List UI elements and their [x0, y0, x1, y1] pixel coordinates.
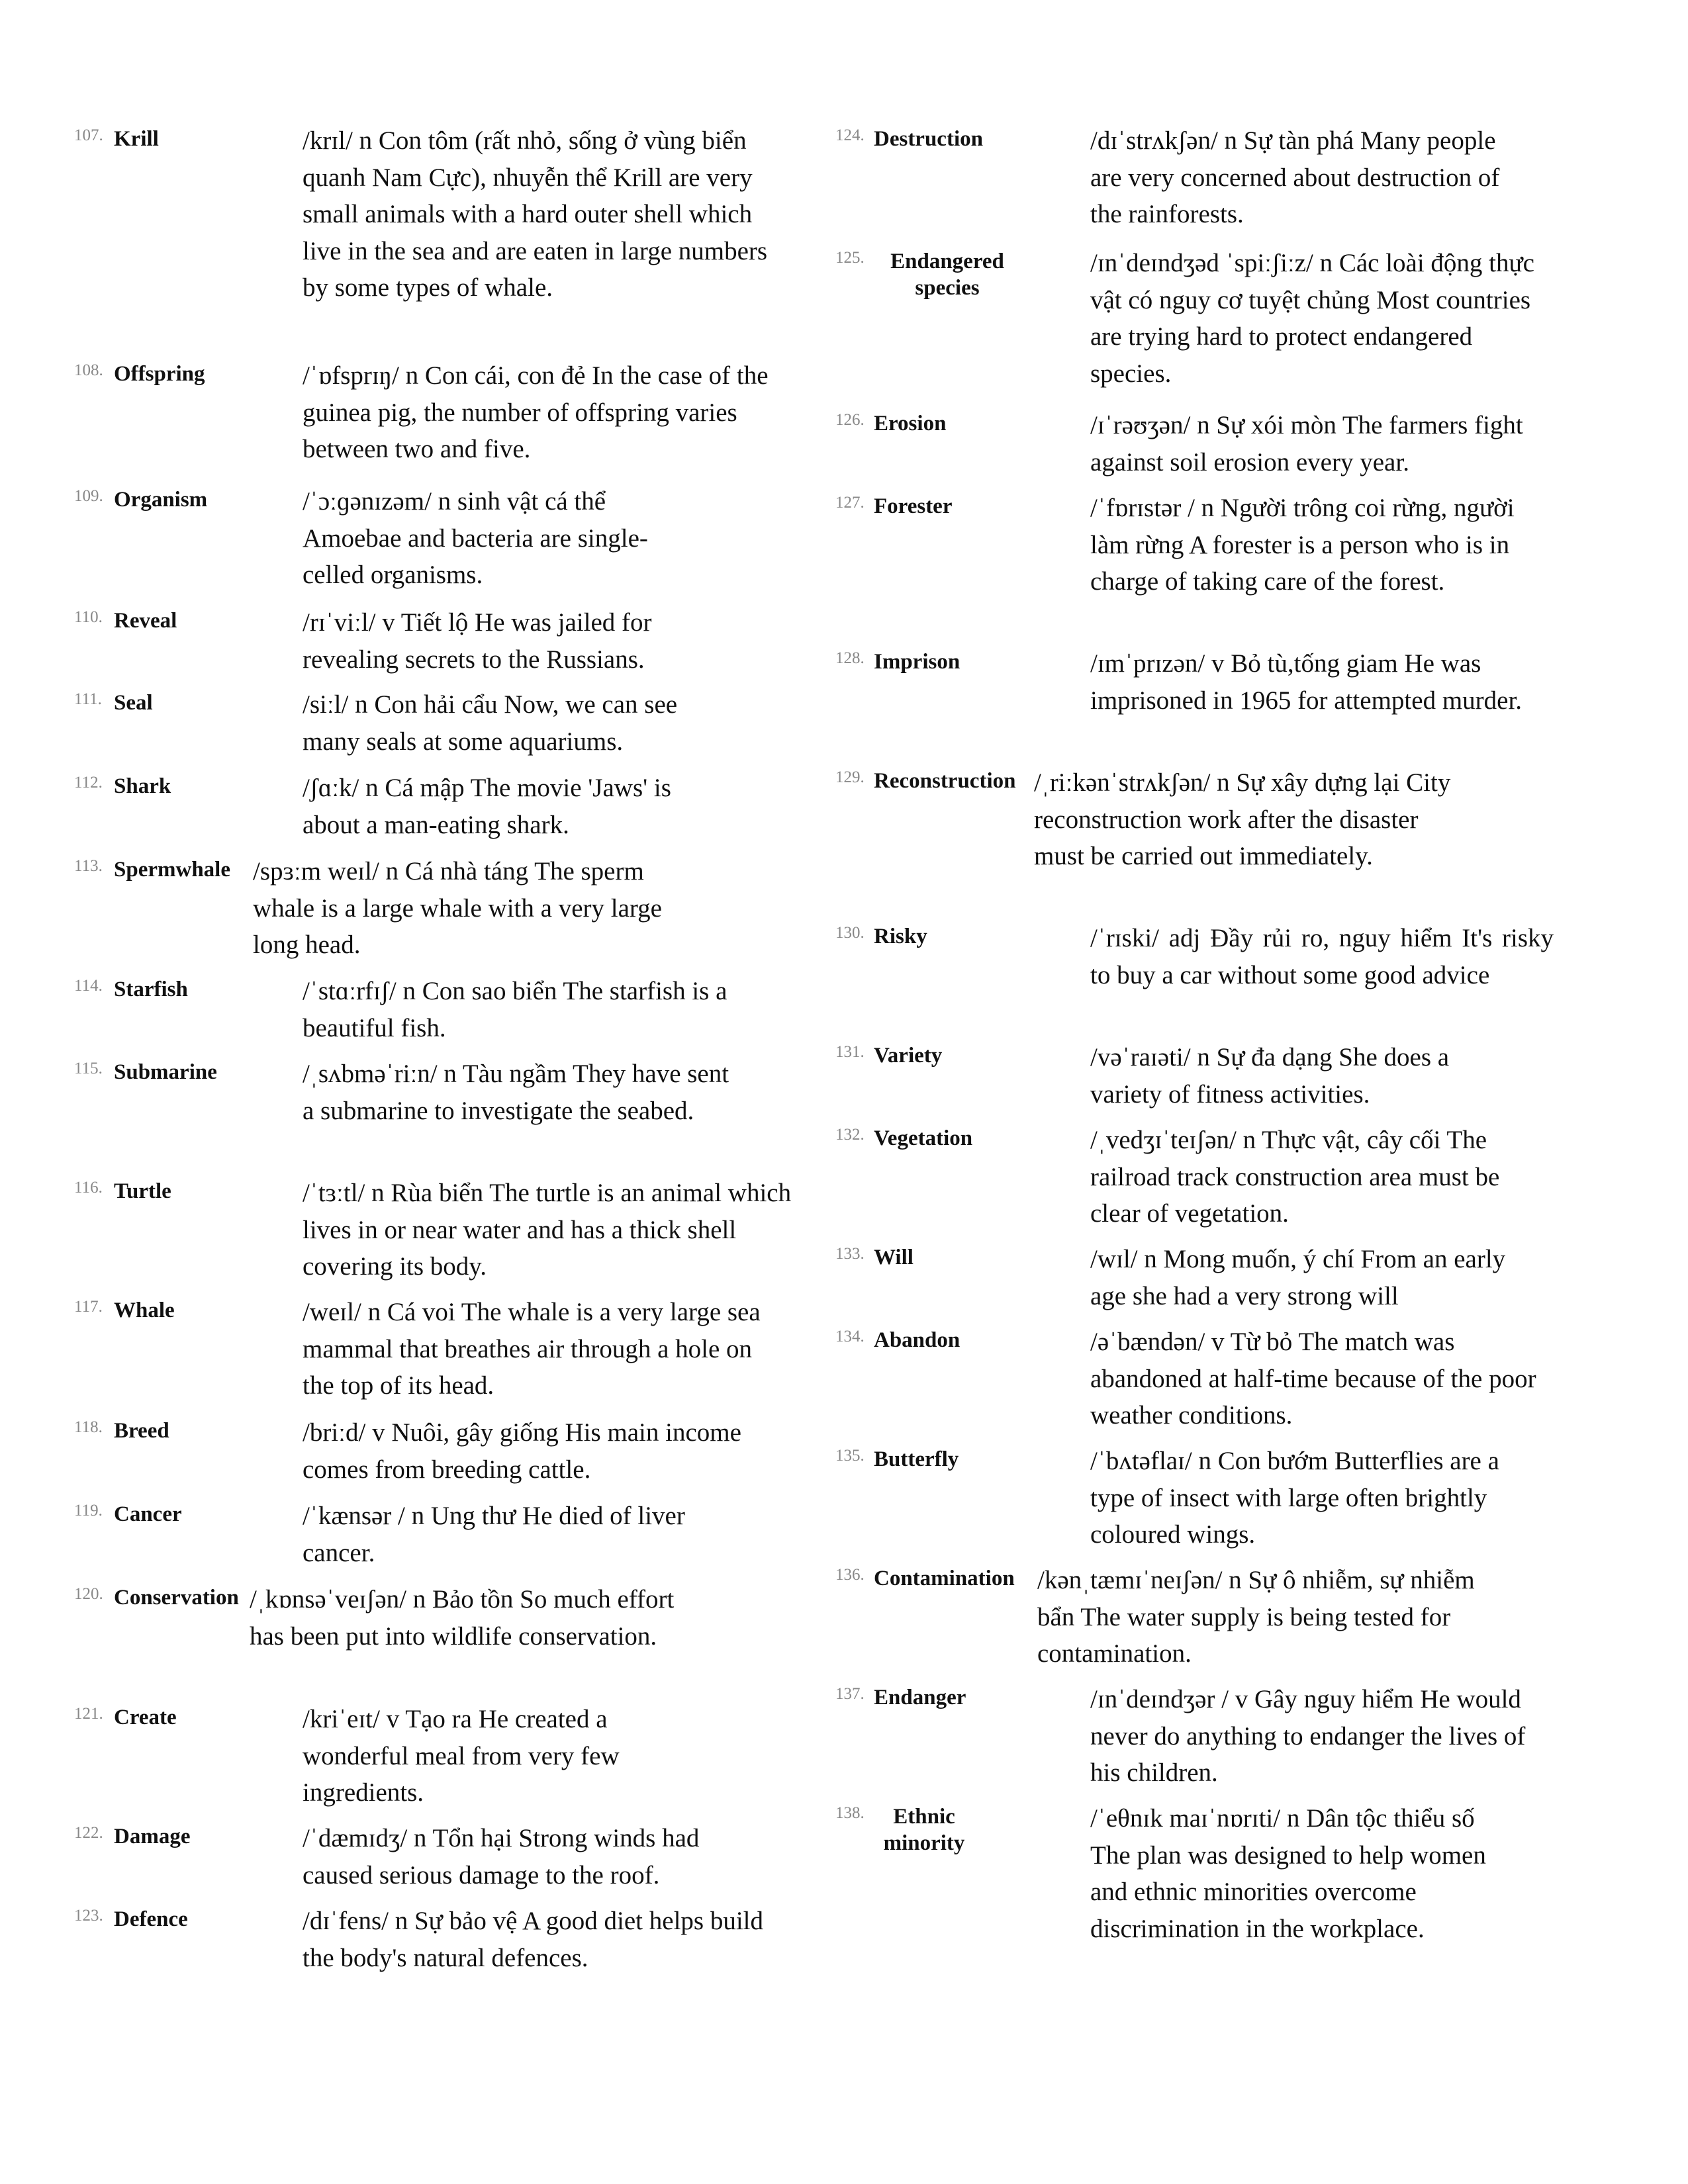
- entry-definition: /dɪˈfens/ n Sự bảo vệ A good diet helps build the body's natural defences.: [303, 1907, 764, 1972]
- entry-definition: /ˌriːkənˈstrʌkʃən/ n Sự xây dựng lại City reconstruction work after the disaster must be carried out immediately.: [1034, 768, 1451, 870]
- entry-definition: /ʃɑːk/ n Cá mập The movie 'Jaws' is about a man-eating shark.: [303, 774, 671, 839]
- entry-definition: /ˈtɜːtl/ n Rùa biển The turtle is an animal which lives in or near water and has a thick shell covering its body.: [303, 1179, 792, 1281]
- entry-term: Risky: [874, 925, 927, 948]
- entry-number: 132.: [835, 1126, 865, 1144]
- entry-number: 134.: [835, 1328, 865, 1345]
- entry-number: 121.: [74, 1705, 103, 1723]
- entry-number: 111.: [74, 690, 102, 708]
- entry-definition: /vəˈraɪəti/ n Sự đa dạng She does a variety of fitness activities.: [1090, 1043, 1450, 1109]
- entry-spermwhale: [74, 853, 802, 966]
- entry-number: 112.: [74, 774, 103, 792]
- entry-definition: /briːd/ v Nuôi, gây giống His main income comes from breeding cattle.: [303, 1418, 741, 1484]
- entry-number: 108.: [74, 361, 103, 379]
- entry-term: Krill: [114, 127, 159, 151]
- entry-defence: [74, 1903, 802, 1979]
- entry-term: Turtle: [114, 1179, 171, 1203]
- entry-definition: /ˈstɑːrfɪʃ/ n Con sao biển The starfish is a beautiful fish.: [303, 977, 727, 1042]
- entry-definition: /kənˌtæmɪˈneɪʃən/ n Sự ô nhiễm, sự nhiễm bẩn The water supply is being tested for contamination.: [1037, 1566, 1475, 1668]
- entry-term: Will: [874, 1246, 914, 1269]
- entry-number: 110.: [74, 608, 103, 626]
- entry-term: Variety: [874, 1044, 943, 1068]
- entry-term: Contamination: [874, 1567, 1015, 1590]
- entry-definition: /krɪl/ n Con tôm (rất nhỏ, sống ở vùng biển quanh Nam Cực), nhuyễn thể Krill are very small animals with a hard outer shell which live in the sea and are eaten in large numbers by some types of whale.: [303, 126, 768, 302]
- entry-definition: /spɜːm weɪl/ n Cá nhà táng The sperm whale is a large whale with a very large long head.: [253, 857, 662, 959]
- entry-definition: /ˈfɒrɪstər / n Người trông coi rừng, người làm rừng A forester is a person who is in charge of taking care of the forest.: [1090, 494, 1515, 596]
- entry-number: 129.: [835, 768, 865, 786]
- entry-endangered-species: [835, 245, 1564, 394]
- entry-term: Offspring: [114, 362, 205, 386]
- entry-definition: /ɪmˈprɪzən/ v Bỏ tù,tống giam He was imprisoned in 1965 for attempted murder.: [1090, 649, 1523, 715]
- entry-variety: [835, 1039, 1564, 1115]
- entry-forester: [835, 490, 1564, 639]
- entry-breed: [74, 1414, 802, 1490]
- entry-definition: /ɪˈrəʊʒən/ n Sự xói mòn The farmers fight against soil erosion every year.: [1090, 411, 1523, 477]
- entry-term: Abandon: [874, 1328, 961, 1352]
- entry-term: Damage: [114, 1825, 191, 1848]
- entry-number: 124.: [835, 126, 865, 144]
- entry-number: 137.: [835, 1685, 865, 1703]
- entry-definition: /ˌkɒnsəˈveɪʃən/ n Bảo tồn So much effort has been put into wildlife conservation.: [250, 1585, 675, 1651]
- entry-term: Destruction: [874, 127, 983, 151]
- entry-definition: /əˈbændən/ v Từ bỏ The match was abandoned at half-time because of the poor weather conditions.: [1090, 1328, 1536, 1430]
- entry-cancer: [74, 1498, 802, 1574]
- entry-number: 116.: [74, 1179, 103, 1197]
- entry-number: 114.: [74, 977, 103, 995]
- entry-definition: /ɪnˈdeɪndʒəd ˈspiːʃiːz/ n Các loài động thực vật có nguy cơ tuyệt chủng Most countries are trying hard to protect endangered species.: [1090, 249, 1534, 388]
- entry-definition: /ˈeθnɪk maɪˈnɒrɪti/ n Dân tộc thiểu số The plan was designed to help women and ethnic minorities overcome discrimination in the workplace.: [1090, 1804, 1486, 1943]
- entry-erosion: [835, 407, 1564, 483]
- entry-term: Cancer: [114, 1502, 182, 1526]
- entry-term: Seal: [114, 691, 153, 715]
- entry-term: Reconstruction: [874, 769, 1016, 793]
- entry-term: Organism: [114, 488, 208, 512]
- entry-definition: /ˈbʌtəflaɪ/ n Con bướm Butterflies are a type of insect with large often brightly coloured wings.: [1090, 1447, 1499, 1549]
- entry-offspring: [74, 357, 802, 470]
- entry-number: 131.: [835, 1043, 865, 1061]
- entry-ethnic-minority: [835, 1800, 1564, 1992]
- entry-term: Vegetation: [874, 1126, 973, 1150]
- entry-number: 136.: [835, 1566, 865, 1584]
- entry-definition: /ˈrɪski/ adj Đầy rủi ro, nguy hiểm It's risky to buy a car without some good advice: [1090, 924, 1554, 989]
- entry-vegetation: [835, 1122, 1564, 1234]
- entry-definition: /siːl/ n Con hải cẩu Now, we can see many seals at some aquariums.: [303, 690, 678, 756]
- entry-shark: [74, 770, 802, 846]
- entry-contamination: [835, 1562, 1564, 1674]
- entry-submarine: [74, 1056, 802, 1168]
- entry-number: 117.: [74, 1298, 103, 1316]
- entry-term: Butterfly: [874, 1447, 959, 1471]
- entry-definition: /weɪl/ n Cá voi The whale is a very large sea mammal that breathes air through a hole on the top of its head.: [303, 1298, 761, 1400]
- entry-term: Ethnic minority: [883, 1805, 965, 1855]
- entry-number: 120.: [74, 1585, 103, 1603]
- entry-definition: /ˌsʌbməˈriːn/ n Tàu ngầm They have sent a submarine to investigate the seabed.: [303, 1060, 729, 1125]
- entry-imprison: [835, 645, 1564, 758]
- entry-definition: /wɪl/ n Mong muốn, ý chí From an early age she had a very strong will: [1090, 1245, 1506, 1310]
- entry-number: 125.: [835, 249, 865, 267]
- entry-term: Erosion: [874, 412, 947, 435]
- entry-endanger: [835, 1681, 1564, 1794]
- entry-abandon: [835, 1324, 1564, 1436]
- entry-definition: /ˈɒfsprɪŋ/ n Con cái, con đẻ In the case of the guinea pig, the number of offspring varies between two and five.: [303, 361, 769, 463]
- entry-will: [835, 1241, 1564, 1317]
- entry-term: Conservation: [114, 1586, 239, 1610]
- entry-turtle: [74, 1175, 802, 1287]
- entry-destruction: [835, 122, 1564, 235]
- entry-number: 128.: [835, 649, 865, 667]
- entry-reveal: [74, 604, 802, 680]
- entry-number: 113.: [74, 857, 103, 875]
- entry-organism: [74, 483, 802, 596]
- entry-term: Whale: [114, 1298, 175, 1322]
- entry-number: 126.: [835, 411, 865, 429]
- entry-term: Submarine: [114, 1060, 217, 1084]
- entry-term: Endanger: [874, 1686, 966, 1709]
- entry-term: Breed: [114, 1419, 169, 1443]
- entry-term: Imprison: [874, 650, 961, 674]
- entry-term: Spermwhale: [114, 858, 230, 882]
- entry-whale: [74, 1294, 802, 1406]
- entry-conservation: [74, 1581, 802, 1694]
- entry-definition: /rɪˈviːl/ v Tiết lộ He was jailed for revealing secrets to the Russians.: [303, 608, 652, 674]
- entry-number: 109.: [74, 487, 103, 505]
- entry-number: 118.: [74, 1418, 103, 1436]
- entry-term: Defence: [114, 1907, 188, 1931]
- entry-definition: /ˈɔːɡənɪzəm/ n sinh vật cá thể Amoebae and bacteria are single-celled organisms.: [303, 487, 648, 589]
- entry-number: 133.: [835, 1245, 865, 1263]
- entry-number: 107.: [74, 126, 103, 144]
- entry-number: 130.: [835, 924, 865, 942]
- entry-term: Forester: [874, 494, 953, 518]
- entry-term: Shark: [114, 774, 171, 798]
- entry-krill: [74, 122, 802, 341]
- entry-term: Reveal: [114, 609, 177, 633]
- entry-definition: /ˌvedʒɪˈteɪʃən/ n Thực vật, cây cối The railroad track construction area must be clear of vegetation.: [1090, 1126, 1500, 1228]
- entry-term: Create: [114, 1706, 177, 1729]
- entry-number: 138.: [835, 1804, 865, 1822]
- entry-definition: /ɪnˈdeɪndʒər / v Gây nguy hiểm He would never do anything to endanger the lives of his children.: [1090, 1685, 1526, 1787]
- entry-definition: /dɪˈstrʌkʃən/ n Sự tàn phá Many people are very concerned about destruction of the rainforests.: [1090, 126, 1500, 228]
- entry-definition: /ˈkænsər / n Ung thư He died of liver cancer.: [303, 1502, 685, 1567]
- entry-number: 119.: [74, 1502, 103, 1520]
- entry-number: 135.: [835, 1447, 865, 1465]
- entry-definition: /kriˈeɪt/ v Tạo ra He created a wonderful meal from very few ingredients.: [303, 1705, 620, 1807]
- entry-number: 115.: [74, 1060, 103, 1077]
- entry-definition: /ˈdæmɪdʒ/ n Tổn hại Strong winds had caused serious damage to the roof.: [303, 1824, 700, 1889]
- entry-seal: [74, 686, 802, 762]
- entry-term: Endangered species: [890, 250, 1004, 300]
- entry-reconstruction: [835, 764, 1564, 913]
- entry-risky: [835, 920, 1564, 1032]
- entry-number: 122.: [74, 1824, 103, 1842]
- entry-butterfly: [835, 1443, 1564, 1555]
- entry-starfish: [74, 973, 802, 1049]
- entry-number: 123.: [74, 1907, 103, 1925]
- entry-create: [74, 1701, 802, 1813]
- entry-number: 127.: [835, 494, 865, 512]
- entry-term: Starfish: [114, 978, 188, 1001]
- entry-damage: [74, 1820, 802, 1896]
